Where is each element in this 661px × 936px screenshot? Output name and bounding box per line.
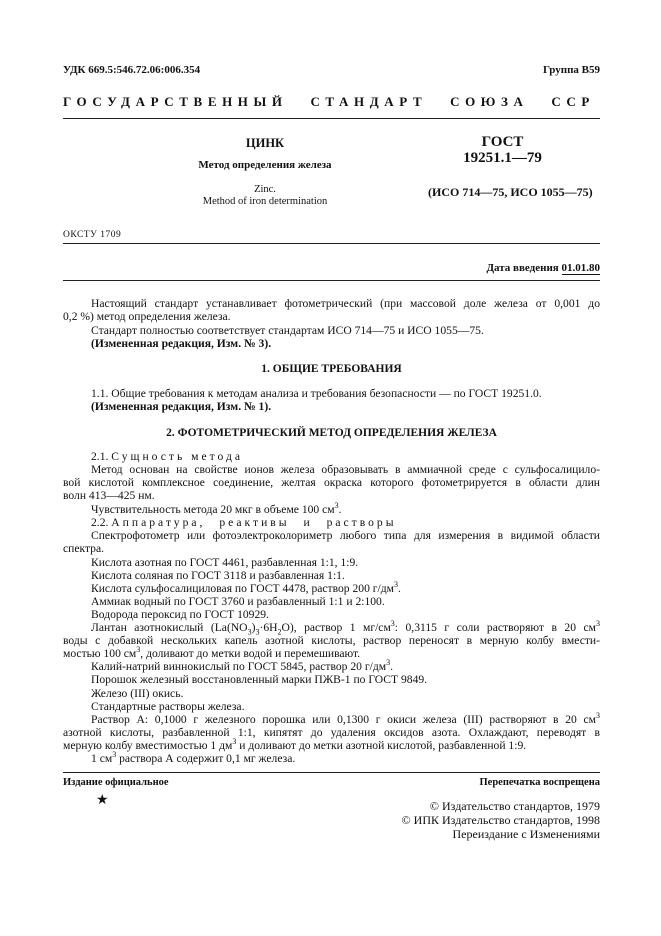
lanthanum-text-b: 6H xyxy=(263,621,278,634)
okstu-rule xyxy=(63,243,600,244)
star-icon: ★ xyxy=(96,793,109,808)
copyright-1979: © Издательство стандартов, 1979 xyxy=(429,799,600,813)
udk-code: УДК 669.5:546.72.06:006.354 xyxy=(63,64,201,76)
intro-line-1: Настоящий стандарт устанавливает фотометрический (при массовой доле железа от 0,001 до xyxy=(91,297,600,310)
superscript: 3 xyxy=(112,750,117,760)
lanthanum-text-d: : 0,3115 г соли растворяют в 20 см xyxy=(394,621,596,634)
clause-2-2-number: 2.2. xyxy=(91,516,109,529)
intro-amendment: (Измененная редакция, Изм. № 3). xyxy=(91,337,272,350)
official-edition: Издание официальное xyxy=(63,777,169,788)
item-spectrophotometer-1: Спектрофотометр или фотоэлектроколориметр любого типа для измерения в видимой области xyxy=(91,529,600,542)
principle-line-2: вой кислотой комплексное соединение, желтая окраска которого фотометрируется в области длин xyxy=(63,476,600,489)
intro-line-2: 0,2 %) метод определения железа. xyxy=(63,310,231,323)
intro-date xyxy=(486,262,600,275)
subscript: 2 xyxy=(277,627,282,637)
english-subtitle: Method of iron determination xyxy=(202,196,328,207)
item-lanthanum-1: Лантан азотнокислый $(La(NO_3)_3\cdot 6H_2O)$, раствор 1 $мг/см^3$: 0,3115 г соли растворяют в 20 $см^3$ xyxy=(91,619,600,637)
clause-2-1-heading xyxy=(63,450,600,463)
superscript: 3 xyxy=(232,737,237,747)
superscript: 3 xyxy=(136,645,141,655)
item-iron-oxide: Железо (III) окись. xyxy=(91,687,184,700)
sensitivity-text: Чувствительность метода 20 мкг в объеме 100 см xyxy=(91,503,335,516)
sulfosalicylic-text: Кислота сульфосалициловая по ГОСТ 4478, раствор 200 г/дм xyxy=(91,582,394,595)
item-nitric-acid: Кислота азотная по ГОСТ 4461, разбавленная 1:1, 1:9. xyxy=(91,556,359,569)
clause-2-1-title: Сущность метода xyxy=(111,450,244,463)
item-lanthanum-3 xyxy=(63,647,600,660)
superscript: 3 xyxy=(596,711,600,721)
item-sulfosalicylic-acid: Кислота сульфосалициловая по ГОСТ 4478, раствор 200 $г/дм^3$. xyxy=(91,580,401,595)
method-sensitivity xyxy=(63,503,600,516)
footer-rule xyxy=(63,772,600,773)
english-title: Zinc. xyxy=(254,184,276,195)
item-hydrochloric-acid: Кислота соляная по ГОСТ 3118 и разбавленная 1:1. xyxy=(91,569,345,582)
period: . xyxy=(338,503,342,516)
superscript: 3 xyxy=(386,658,391,668)
subscript: 3 xyxy=(247,627,252,637)
intro-conformity: Стандарт полностью соответствует стандартам ИСО 714—75 и ИСО 1055—75. xyxy=(91,324,484,337)
solution-a-line-2: азотной кислоты, разбавленной 1:1, кипятят до удаления оксидов азота. Охлаждают, переводят в xyxy=(63,726,600,739)
lanthanum-text-a: Лантан азотнокислый (La(NO xyxy=(91,621,248,634)
document-title: ЦИНК xyxy=(245,136,285,150)
item-standard-solutions: Стандартные растворы железа. xyxy=(91,700,245,713)
copyright-1998: © ИПК Издательство стандартов, 1998 xyxy=(401,813,600,827)
clause-2-1-number: 2.1. xyxy=(91,450,109,463)
header-rule xyxy=(63,118,600,119)
solution-a-line-3 xyxy=(63,739,600,752)
intro-date-value: 01.01.80 xyxy=(561,262,600,274)
section-1-heading: 1. ОБЩИЕ ТРЕБОВАНИЯ xyxy=(261,363,402,375)
item-potassium-sodium-tartrate: Калий-натрий виннокислый по ГОСТ 5845, раствор 20 $г/дм^3$. xyxy=(91,658,393,673)
item-iron-powder: Порошок железный восстановленный марки ПЖВ-1 по ГОСТ 9849. xyxy=(91,673,428,686)
solution-a-concentration xyxy=(63,752,600,765)
solution-a-text: Раствор А: 0,1000 г железного порошка или 0,1300 г окиси железа (III) растворяют в 20 см xyxy=(91,713,596,726)
subscript: 3 xyxy=(255,627,260,637)
group-code: Группа В59 xyxy=(542,64,600,76)
superscript: 3 xyxy=(595,619,600,629)
lanthanum-text-c: O), раствор 1 мг/см xyxy=(281,621,391,634)
reprint-prohibited: Перепечатка воспрещена xyxy=(479,777,600,788)
principle-line-3: волн 413—425 нм. xyxy=(63,489,155,502)
superscript: 3 xyxy=(390,619,395,629)
item-ammonia: Аммиак водный по ГОСТ 3760 и разбавленный 1:1 и 2:100. xyxy=(91,595,385,608)
concentration-text-b: раствора А содержит 0,1 мг железа. xyxy=(116,752,296,765)
solution-a-text-b: мерную колбу вместимостью 1 дм xyxy=(63,739,233,752)
section-2-heading: 2. ФОТОМЕТРИЧЕСКИЙ МЕТОД ОПРЕДЕЛЕНИЯ ЖЕЛЕЗА xyxy=(166,427,497,439)
section-1-general: 1.1. Общие требования к методам анализа и требования безопасности — по ГОСТ 19251.0. xyxy=(91,387,542,400)
principle-line-1: Метод основан на свойстве ионов железа образовывать в аммиачной среде с сульфосалицило- xyxy=(91,463,600,476)
tartrate-text: Калий-натрий виннокислый по ГОСТ 5845, раствор 20 г/дм xyxy=(91,660,387,673)
item-lanthanum-2: воды с добавкой нескольких капель азотной кислоты, раствор переносят в мерную колбу вмести- xyxy=(63,634,600,647)
gost-label: ГОСТ xyxy=(481,134,524,150)
concentration-text-a: 1 см xyxy=(91,752,113,765)
clause-2-2-title: Аппаратура, реактивы и растворы xyxy=(111,516,397,529)
date-rule xyxy=(63,280,600,281)
gost-number: 19251.1—79 xyxy=(463,150,542,166)
solution-a-text-c: и доливают до метки азотной кислотой, разбавленной 1:9. xyxy=(236,739,527,752)
clause-2-2-heading xyxy=(63,516,600,529)
lanthanum-text-e: мостью 100 см xyxy=(63,647,137,660)
intro-date-label: Дата введения xyxy=(486,262,559,274)
document-subtitle: Метод определения железа xyxy=(198,159,332,171)
section-1-amendment: (Измененная редакция, Изм. № 1). xyxy=(91,400,272,413)
superscript: 3 xyxy=(394,580,398,590)
state-standard-banner: ГОСУДАРСТВЕННЫЙ СТАНДАРТ СОЮЗА ССР xyxy=(63,94,595,109)
solution-a-line-1 xyxy=(63,713,600,726)
superscript: 3 xyxy=(334,501,339,511)
lanthanum-text-f: , доливают до метки водой и перемешивают. xyxy=(140,647,361,660)
item-spectrophotometer-2: спектра. xyxy=(63,542,105,555)
item-peroxide: Водорода пероксид по ГОСТ 10929. xyxy=(91,608,269,621)
iso-references: (ИСО 714—75, ИСО 1055—75) xyxy=(428,185,593,199)
reissue-note: Переиздание с Изменениями xyxy=(452,827,600,841)
okstu-code: ОКСТУ 1709 xyxy=(63,230,122,240)
